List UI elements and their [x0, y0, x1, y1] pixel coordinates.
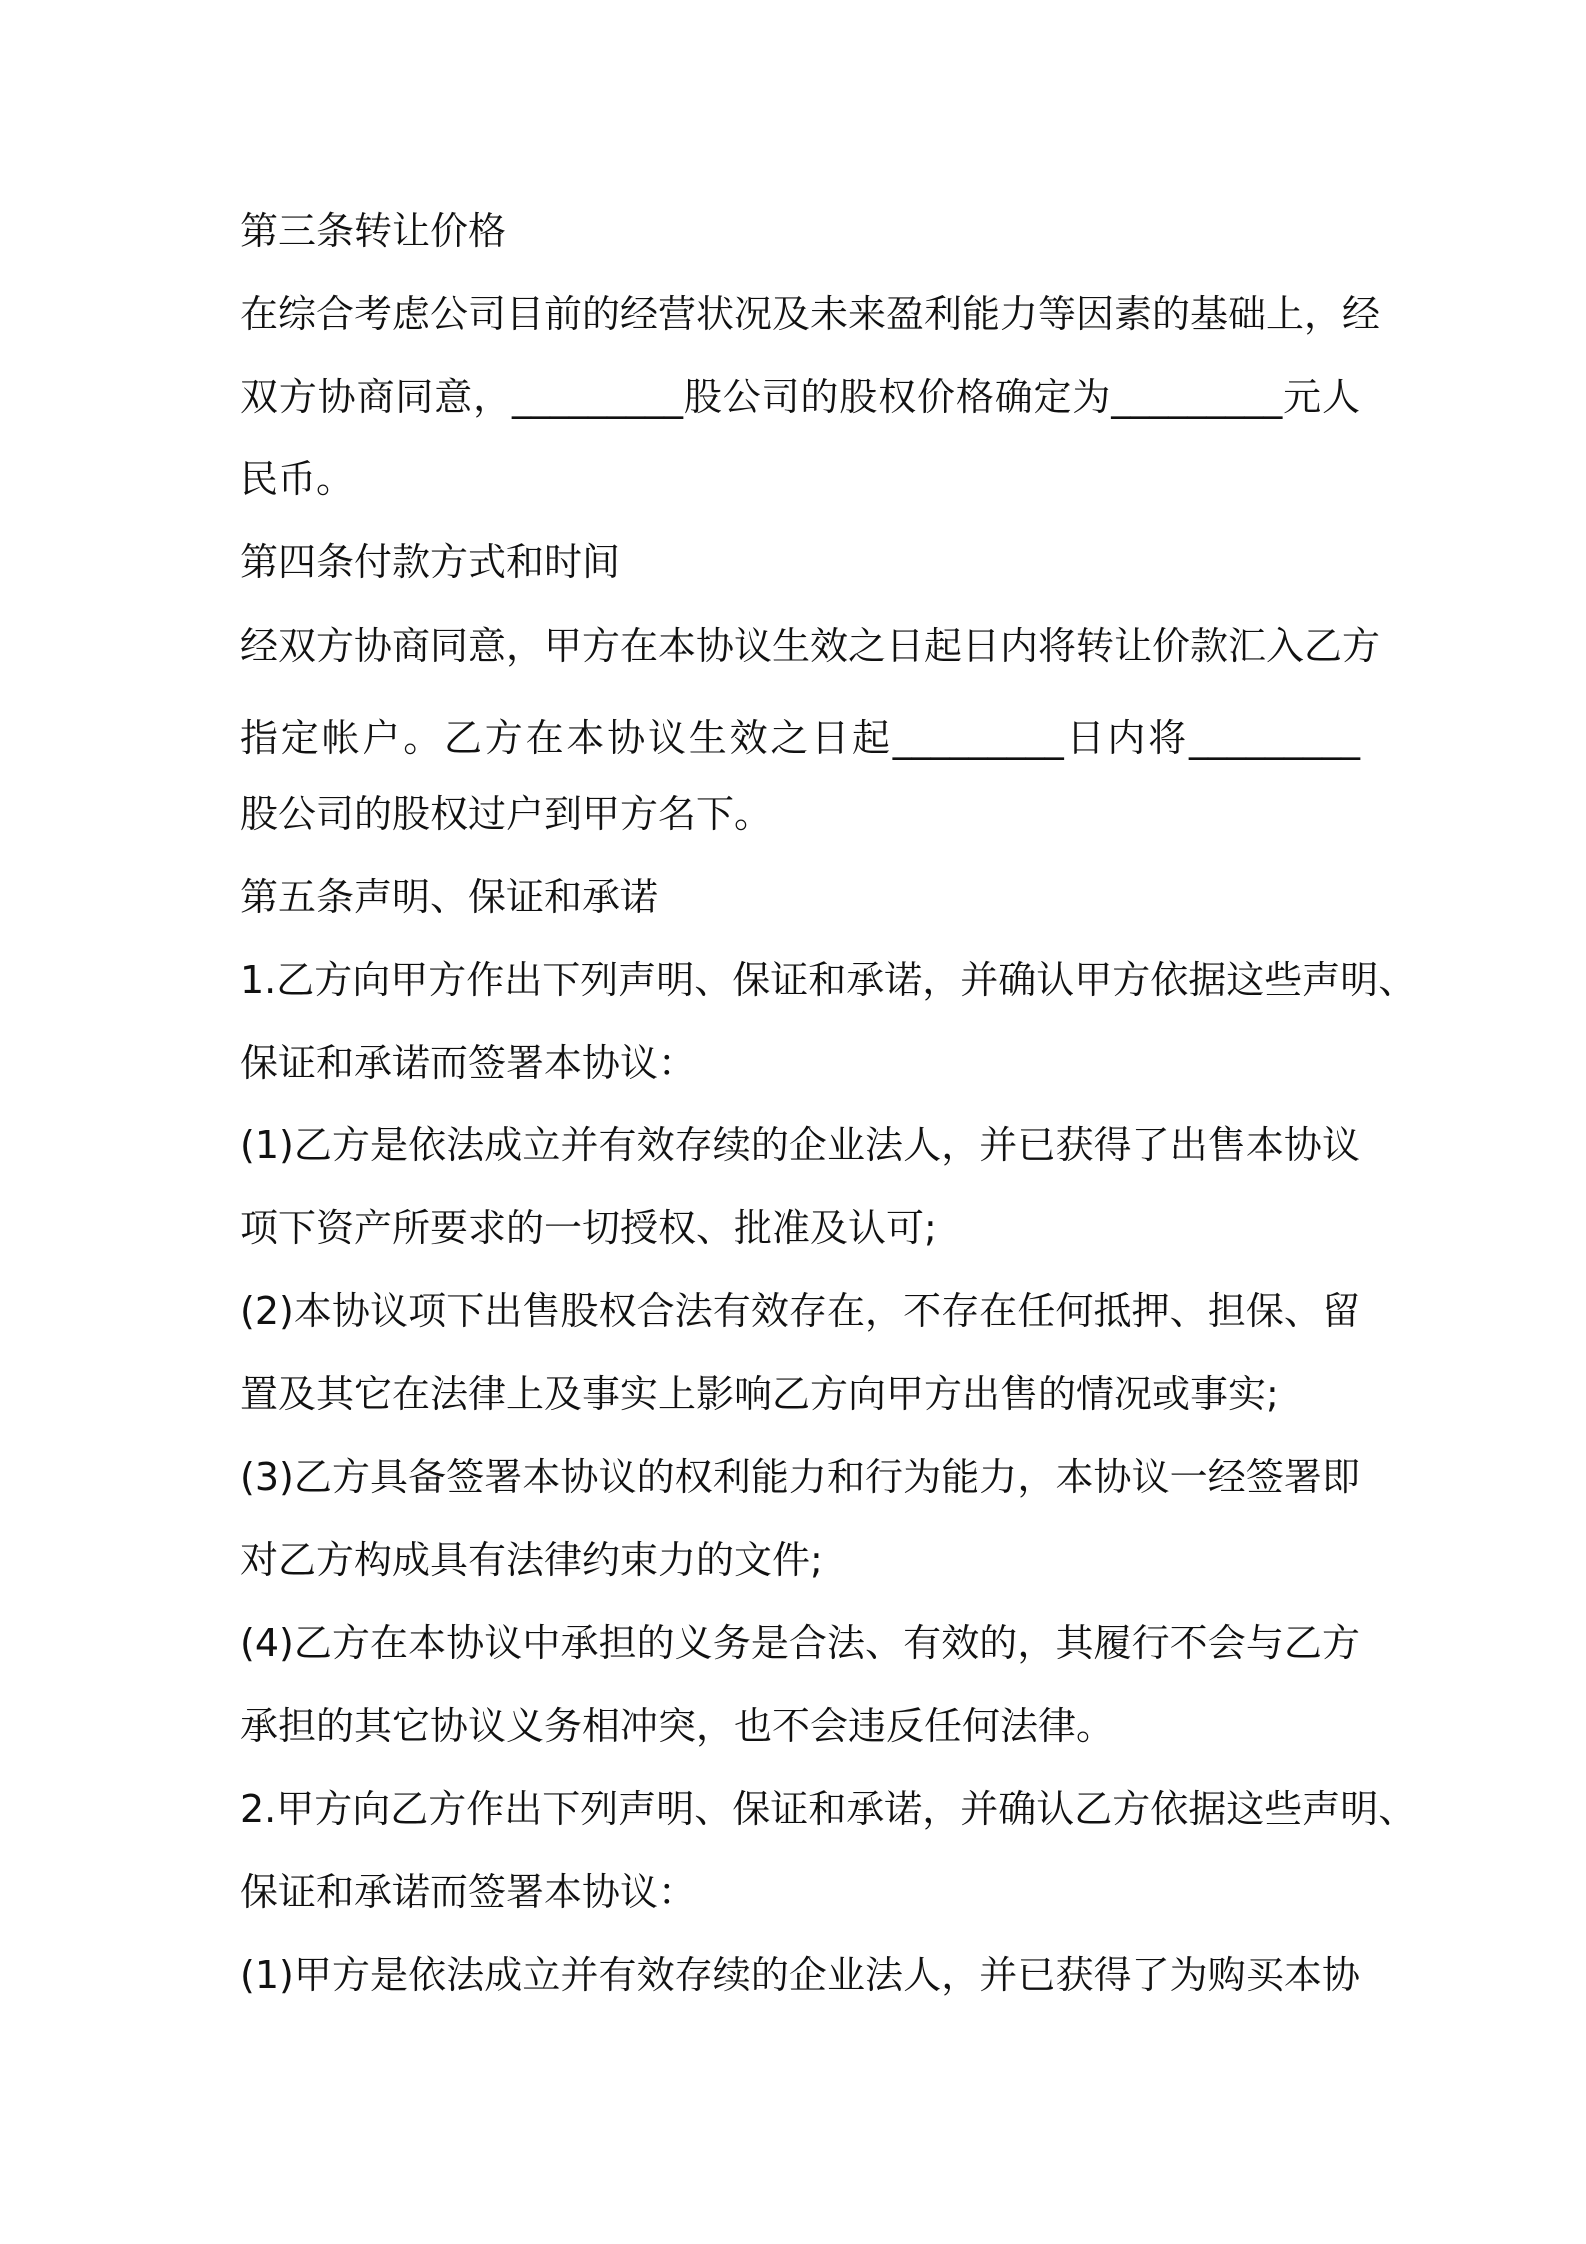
- clause-line: 对乙方构成具有法律约束力的文件;: [240, 1538, 823, 1582]
- article-3-heading: 第三条转让价格: [240, 209, 507, 253]
- clause-line: (3)乙方具备签署本协议的权利能力和行为能力，本协议一经签署即: [240, 1455, 1360, 1499]
- paragraph-line: 经双方协商同意，甲方在本协议生效之日起日内将转让价款汇入乙方: [240, 624, 1381, 668]
- paragraph-line: 1.乙方向甲方作出下列声明、保证和承诺，并确认甲方依据这些声明、: [240, 958, 1417, 1002]
- paragraph-line: 2.甲方向乙方作出下列声明、保证和承诺，并确认乙方依据这些声明、: [240, 1787, 1417, 1831]
- paragraph-line: 在综合考虑公司目前的经营状况及未来盈利能力等因素的基础上，经: [240, 292, 1381, 336]
- paragraph-line: 保证和承诺而签署本协议：: [240, 1870, 697, 1914]
- clause-line: 项下资产所要求的一切授权、批准及认可;: [240, 1206, 937, 1250]
- paragraph-line: 指定帐户。乙方在本协议生效之日起_________日内将_________: [240, 716, 1360, 760]
- clause-line: 置及其它在法律上及事实上影响乙方向甲方出售的情况或事实;: [240, 1372, 1279, 1416]
- clause-line: (1)乙方是依法成立并有效存续的企业法人，并已获得了出售本协议: [240, 1123, 1360, 1167]
- paragraph-line: 保证和承诺而签署本协议：: [240, 1041, 697, 1085]
- clause-line: (2)本协议项下出售股权合法有效存在，不存在任何抵押、担保、留: [240, 1289, 1360, 1333]
- paragraph-line: 双方协商同意，_________股公司的股权价格确定为_________元人: [240, 375, 1360, 419]
- article-4-heading: 第四条付款方式和时间: [240, 540, 621, 584]
- clause-line: (4)乙方在本协议中承担的义务是合法、有效的，其履行不会与乙方: [240, 1621, 1360, 1665]
- paragraph-line: 股公司的股权过户到甲方名下。: [240, 792, 773, 836]
- paragraph-line: 民币。: [240, 457, 355, 501]
- article-5-heading: 第五条声明、保证和承诺: [240, 875, 659, 919]
- clause-line: (1)甲方是依法成立并有效存续的企业法人，并已获得了为购买本协: [240, 1953, 1360, 1997]
- clause-line: 承担的其它协议义务相冲突，也不会违反任何法律。: [240, 1704, 1115, 1748]
